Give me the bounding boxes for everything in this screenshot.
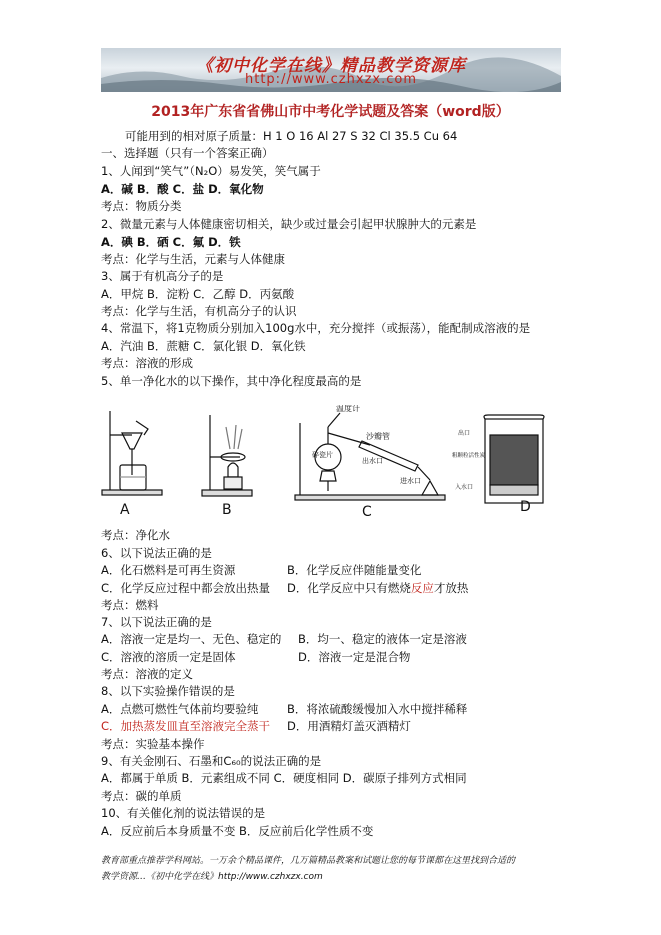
knowledge-point: 考点：燃料 <box>101 598 159 612</box>
figure-label-b: B <box>222 502 232 518</box>
option-d-text: D．化学反应中只有燃烧 <box>287 581 411 595</box>
question-stem: 4、常温下，将1克物质分别加入100g水中，充分搅拌（或振荡），能配制成溶液的是 <box>101 321 531 335</box>
apparatus-drawings <box>100 405 560 520</box>
document-title: 2013年广东省省佛山市中考化学试题及答案（word版） <box>151 104 510 120</box>
question-stem: 5、单一净化水的以下操作，其中净化程度最高的是 <box>101 374 362 388</box>
section-heading: 一、选择题（只有一个答案正确） <box>101 146 274 160</box>
question-options: A．都属于单质 B．元素组成不同 C．硬度相同 D．碳原子排列方式相同 <box>101 771 467 785</box>
figure-label-a: A <box>120 502 130 518</box>
question-options: A．碘 B．硒 C．氟 D．铁 <box>101 235 241 249</box>
fig-label-outlet: 出水口 <box>362 457 383 465</box>
question-stem: 1、人闻到“笑气”（N₂O）易发笑，笑气属于 <box>101 164 321 178</box>
question-stem: 7、以下说法正确的是 <box>101 615 212 629</box>
fig-label-condenser: 沙瓣管 <box>366 432 390 441</box>
fig-label-carbon: 粗颗粒活性炭 <box>452 453 486 459</box>
knowledge-point: 考点：化学与生活，有机高分子的认识 <box>101 304 297 318</box>
option-c: C．化学反应过程中都会放出热量 <box>101 581 271 595</box>
fig-label-inlet: 进水口 <box>400 477 421 485</box>
option-b: B．均一、稳定的液体一定是溶液 <box>298 632 467 646</box>
option-c: C．溶液的溶质一定是固体 <box>101 650 236 664</box>
fig-label-chips: 碎瓷片 <box>312 451 333 459</box>
question-stem: 6、以下说法正确的是 <box>101 546 212 560</box>
figure-label-d: D <box>520 499 531 515</box>
knowledge-point: 考点：碳的单质 <box>101 789 182 803</box>
option-d: D．用酒精灯盖灭酒精灯 <box>287 719 411 733</box>
banner-url[interactable]: http://www.czhxzx.com <box>245 72 417 87</box>
question-options: A．反应前后本身质量不变 B．反应前后化学性质不变 <box>101 824 374 838</box>
knowledge-point: 考点：溶液的形成 <box>101 356 193 370</box>
header-banner <box>101 48 561 92</box>
option-a: A．化石燃料是可再生资源 <box>101 563 236 577</box>
knowledge-point: 考点：实验基本操作 <box>101 737 205 751</box>
fig-label-thermometer: 温度计 <box>336 405 360 413</box>
fig-label-exit: 出口 <box>458 430 471 437</box>
option-d <box>287 580 468 596</box>
question-stem: 2、微量元素与人体健康密切相关，缺少或过量会引起甲状腺肿大的元素是 <box>101 217 477 231</box>
option-b: B．将浓硫酸缓慢加入水中搅拌稀释 <box>287 702 468 716</box>
option-a: A．溶液一定是均一、无色、稳定的 <box>101 632 282 646</box>
footer-line-2[interactable]: 教学资源…《初中化学在线》http://www.czhxzx.com <box>101 872 323 882</box>
question-stem: 10、有关催化剂的说法错误的是 <box>101 806 266 820</box>
question-options: A．碱 B．酸 C．盐 D．氧化物 <box>101 182 264 196</box>
knowledge-point: 考点：物质分类 <box>101 199 182 213</box>
question-options: A．甲烷 B．淀粉 C．乙醇 D．丙氨酸 <box>101 287 295 301</box>
question-stem: 9、有关金刚石、石墨和C₆₀的说法正确的是 <box>101 754 322 768</box>
figure-label-c: C <box>362 504 372 520</box>
option-d: D．溶液一定是混合物 <box>298 650 411 664</box>
atomic-mass-line: 可能用到的相对原子质量：H 1 O 16 Al 27 S 32 Cl 35.5 Cu 64 <box>125 129 458 143</box>
question-stem: 8、以下实验操作错误的是 <box>101 684 235 698</box>
option-a: A．点燃可燃性气体前均要验纯 <box>101 702 259 716</box>
banner-title: 《初中化学在线》精品教学资源库 <box>196 56 466 76</box>
question-options: A．汽油 B．蔗糖 C．氯化银 D．氧化铁 <box>101 339 306 353</box>
knowledge-point: 考点：净化水 <box>101 528 170 542</box>
question-stem: 3、属于有机高分子的是 <box>101 269 224 283</box>
option-b: B．化学反应伴随能量变化 <box>287 563 422 577</box>
knowledge-point: 考点：化学与生活，元素与人体健康 <box>101 252 285 266</box>
page-footer <box>101 853 561 885</box>
fig-label-entry: 入水口 <box>455 484 474 491</box>
option-c: C．加热蒸发皿直至溶液完全蒸干 <box>101 719 271 733</box>
water-purification-figure <box>100 405 560 524</box>
option-d-tail: 才放热 <box>433 581 469 595</box>
option-d-highlight: 反应 <box>410 581 434 595</box>
knowledge-point: 考点：溶液的定义 <box>101 667 193 681</box>
footer-line-1: 教育部重点推荐学科网站。一万余个精品课件，几万篇精品教案和试题让您的每节课都在这里找到合适的 <box>101 856 516 866</box>
